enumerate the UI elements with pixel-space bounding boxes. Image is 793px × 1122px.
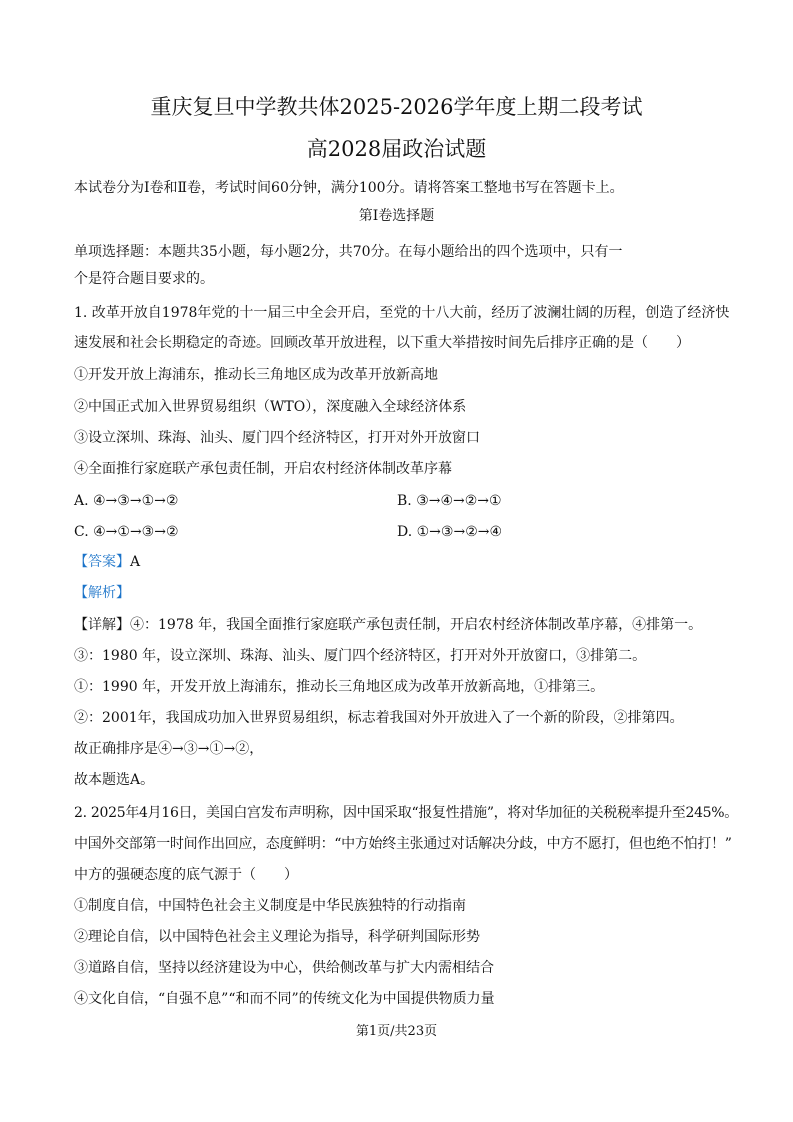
q2-stem-line-3: 中方的强硬态度的底气源于（ ）: [74, 867, 298, 883]
q1-option-a: A. ④→③→①→②: [74, 493, 179, 509]
analysis-tag: 【解析】: [74, 585, 130, 601]
q1-option-d: D. ①→③→②→④: [397, 524, 503, 540]
instructions-line-2: 个是符合题目要求的。: [74, 271, 214, 287]
q1-detail-line-6: 故本题选A。: [74, 772, 155, 788]
page-footer: 第1页/共23页: [355, 1024, 438, 1039]
answer-value: A: [130, 554, 141, 570]
q1-answer: [74, 551, 724, 573]
q2-item-2: ②理论自信，以中国特色社会主义理论为指导，科学研判国际形势: [74, 929, 480, 945]
q1-stem-line-2: 速发展和社会长期稳定的奇迹。回顾改革开放进程，以下重大举措按时间先后排序正确的是（ ）: [74, 335, 690, 351]
q2-item-1: ①制度自信，中国特色社会主义制度是中华民族独特的行动指南: [74, 898, 466, 914]
exam-subtitle: 高2028届政治试题: [306, 137, 487, 161]
q1-detail-line-4: ②：2001年，我国成功加入世界贸易组织，标志着我国对外开放进入了一个新的阶段，②排第四。: [74, 710, 684, 726]
q1-detail-line-3: ①：1990 年，开发开放上海浦东，推动长三角地区成为改革开放新高地，①排第三。: [74, 679, 605, 695]
q1-detail-line-1: [74, 614, 724, 636]
instructions-line-1: 单项选择题：本题共35小题，每小题2分，共70分。在每小题给出的四个选项中，只有一: [74, 244, 623, 260]
section-title: 第Ⅰ卷选择题: [358, 208, 435, 224]
q1-item-2: ②中国正式加入世界贸易组织（WTO），深度融入全球经济体系: [74, 399, 467, 415]
q1-analysis-heading: [74, 582, 724, 604]
detail-tag: 【详解】: [74, 617, 130, 633]
q1-item-1: ①开发开放上海浦东，推动长三角地区成为改革开放新高地: [74, 367, 438, 383]
q2-stem-line-1: 2. 2025年4月16日，美国白宫发布声明称，因中国采取“报复性措施”，将对华加征的关税税率提升至245%。: [74, 805, 738, 821]
answer-tag: 【答案】: [74, 554, 130, 570]
q2-item-4: ④文化自信，“自强不息”“和而不同”的传统文化为中国提供物质力量: [74, 991, 495, 1007]
q1-item-4: ④全面推行家庭联产承包责任制，开启农村经济体制改革序幕: [74, 461, 452, 477]
q1-detail-line-2: ③：1980 年，设立深圳、珠海、汕头、厦门四个经济特区，打开对外开放窗口，③排第二。: [74, 648, 647, 664]
q2-stem-line-2: 中国外交部第一时间作出回应，态度鲜明：“中方始终主张通过对话解决分歧，中方不愿打，但也绝不怕打！”: [74, 836, 732, 852]
intro-text: 本试卷分为Ⅰ卷和Ⅱ卷，考试时间60分钟，满分100分。请将答案工整地书写在答题卡上。: [74, 180, 624, 196]
q1-option-b: B. ③→④→②→①: [397, 493, 502, 509]
q2-item-3: ③道路自信，坚持以经济建设为中心，供给侧改革与扩大内需相结合: [74, 960, 494, 976]
q1-option-c: C. ④→①→③→②: [74, 524, 179, 540]
exam-title: 重庆复旦中学教共体2025-2026学年度上期二段考试: [150, 95, 643, 119]
q1-stem-line-1: 1. 改革开放自1978年党的十一届三中全会开启，至党的十八大前，经历了波澜壮阔的历程，创造了经济快: [74, 305, 730, 321]
q1-item-3: ③设立深圳、珠海、汕头、厦门四个经济特区，打开对外开放窗口: [74, 430, 480, 446]
q1-detail-line-5: 故正确排序是④→③→①→②，: [74, 741, 264, 757]
detail-text: ④：1978 年，我国全面推行家庭联产承包责任制，开启农村经济体制改革序幕，④排第一。: [130, 617, 703, 633]
